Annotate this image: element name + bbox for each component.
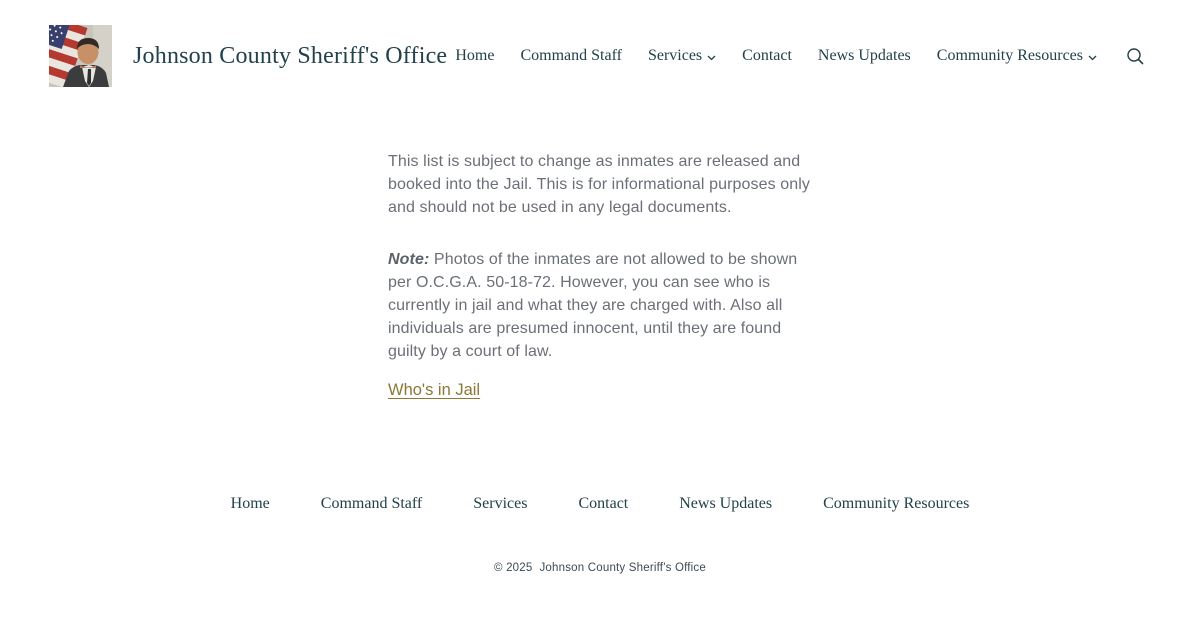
footer-nav-home[interactable]: Home (230, 494, 270, 512)
search-icon (1126, 53, 1144, 68)
main-nav (455, 46, 1097, 66)
copyright-year: © 2025 (494, 561, 533, 574)
site-title[interactable]: Johnson County Sheriff's Office (133, 42, 448, 69)
nav-label: Services (647, 47, 703, 64)
nav-item-services[interactable] (648, 46, 716, 66)
site-footer (0, 495, 1200, 574)
sheriff-portrait-image (49, 25, 112, 87)
footer-nav-community-resources[interactable]: Community Resources (823, 494, 970, 512)
footer-nav-services[interactable]: Services (473, 494, 528, 512)
nav-item-news-updates[interactable] (818, 47, 911, 65)
nav-label: Community Resources (936, 47, 1083, 64)
main-content (388, 150, 812, 400)
chevron-down-icon (1088, 48, 1097, 66)
note-text: Photos of the inmates are not allowed to be shown per O.C.G.A. 50-18-72. However, you can see who is currently in jail and what they are charged with. Also all individuals are presumed innocent, until they are found guilty by a court of law. (388, 250, 798, 361)
link-row (388, 381, 812, 400)
nav-item-community-resources[interactable] (937, 46, 1097, 66)
note-label: Note: (388, 250, 430, 268)
copyright-name: Johnson County Sheriff's Office (539, 561, 706, 574)
whos-in-jail-link[interactable]: Who's in Jail (388, 380, 481, 399)
site-logo[interactable] (49, 25, 112, 87)
footer-nav (0, 495, 1200, 513)
nav-label: Command Staff (520, 47, 622, 64)
footer-nav-command-staff[interactable]: Command Staff (320, 494, 423, 512)
footer-nav-news-updates[interactable]: News Updates (679, 494, 773, 512)
nav-item-home[interactable] (455, 47, 494, 65)
nav-label: Home (455, 47, 495, 64)
disclaimer-paragraph: This list is subject to change as inmates are released and booked into the Jail. This is for informational purposes only and should not be used in any legal documents. (388, 153, 811, 217)
search-button[interactable] (1124, 45, 1146, 67)
nav-label: Contact (742, 47, 792, 64)
copyright (0, 562, 1200, 574)
site-header (0, 0, 1200, 112)
nav-item-command-staff[interactable] (520, 47, 621, 65)
chevron-down-icon (707, 48, 716, 66)
footer-nav-contact[interactable]: Contact (578, 494, 629, 512)
nav-label: News Updates (817, 47, 911, 64)
note-paragraph (388, 248, 812, 364)
nav-item-contact[interactable] (742, 47, 792, 65)
